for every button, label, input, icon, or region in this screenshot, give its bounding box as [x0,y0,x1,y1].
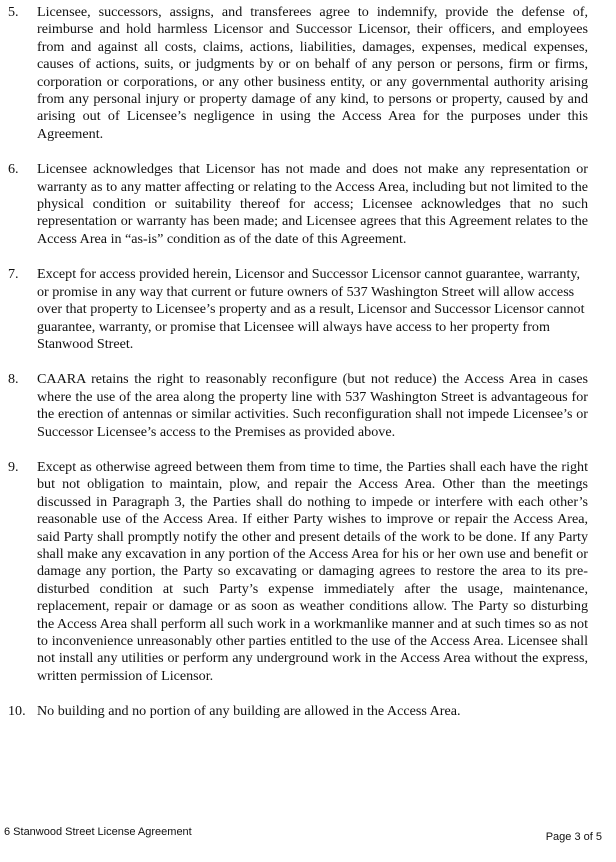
clause-text: Except as otherwise agreed between them from time to time, the Parties shall each have the right but not obligation to maintain, plow, and repair the Access Area. Other than the meetings discussed in Paragraph 3, the Parties shall do nothing to impede or interfere with each other’s reasonable use of the Access Area. If either Party wishes to improve or repair the Access Area, said Party shall promptly notify the other and present details of the work to be done. If any Party shall make any excavation in any portion of the Access Area for his or her own use and benefit or damage any portion, the Party so excavating or damaging agrees to restore the area to its pre-disturbed condition at such Party’s expense immediately after the usage, maintenance, replacement, repair or damage or as soon as weather conditions allow. The Party so disturbing the Access Area shall perform all such work in a workmanlike manner and at such times so as not to inconvenience unreasonably other parties entitled to the use of the Access Area. Licensee shall not install any utilities or perform any underground work in the Access Area without the express, written permission of Licensor. [37,458,588,684]
clause-10 [8,703,588,720]
clause-text: Licensee acknowledges that Licensor has not made and does not make any representation or warranty as to any matter affecting or relating to the Access Area, including but not limited to the physical condition or suitability thereof for access; Licensee acknowledges that no such representation or warranty has been made; and Licensee agrees that this Agreement relates to the Access Area in “as-is” condition as of the date of this Agreement. [37,161,588,247]
clause-number: 7. [8,266,19,283]
clause-7 [8,266,588,353]
clause-6 [8,161,588,248]
footer-document-title: 6 Stanwood Street License Agreement [4,826,192,838]
clause-number: 8. [8,371,19,388]
clause-number: 6. [8,161,19,178]
clause-9 [8,459,588,685]
clause-number: 9. [8,458,19,475]
clause-text: Licensee, successors, assigns, and transferees agree to indemnify, provide the defense of, reimburse and hold harmless Licensor and Successor Licensor, their officers, and employees from and against all costs, claims, actions, liabilities, damages, expenses, medical expenses, causes of actions, suits, or judgments by or on behalf of any person or persons, firm or firms, corporation or corporations, or any other business entity, or any governmental authority arising from any personal injury or property damage of any kind, to persons or property, caused by and arising out of Licensee’s negligence in using the Access Area for the purposes under this Agreement. [37,4,588,142]
footer-page-number: Page 3 of 5 [545,831,602,843]
clause-text: Except for access provided herein, Licensor and Successor Licensor cannot guarantee, warranty, or promise in any way that current or future owners of 537 Washington Street will allow access over that property to Licensee’s property and as a result, Licensor and Successor Licensor cannot guarantee, warranty, or promise that Licensee will always have access to her property from Stanwood Street. [37,266,585,352]
page-footer [4,826,602,843]
clause-list [8,4,588,739]
clause-number: 5. [8,4,19,20]
clause-number: 10. [8,703,26,720]
clause-text: CAARA retains the right to reasonably reconfigure (but not reduce) the Access Area in cases where the use of the area along the property line with 537 Washington Street is advantageous for the erection of antennas or similar activities. Such reconfiguration shall not impede Licensee’s or Successor Licensee’s access to the Premises as provided above. [37,371,588,440]
clause-text: No building and no portion of any building are allowed in the Access Area. [37,703,461,720]
clause-8 [8,371,588,441]
clause-5 [8,4,588,143]
